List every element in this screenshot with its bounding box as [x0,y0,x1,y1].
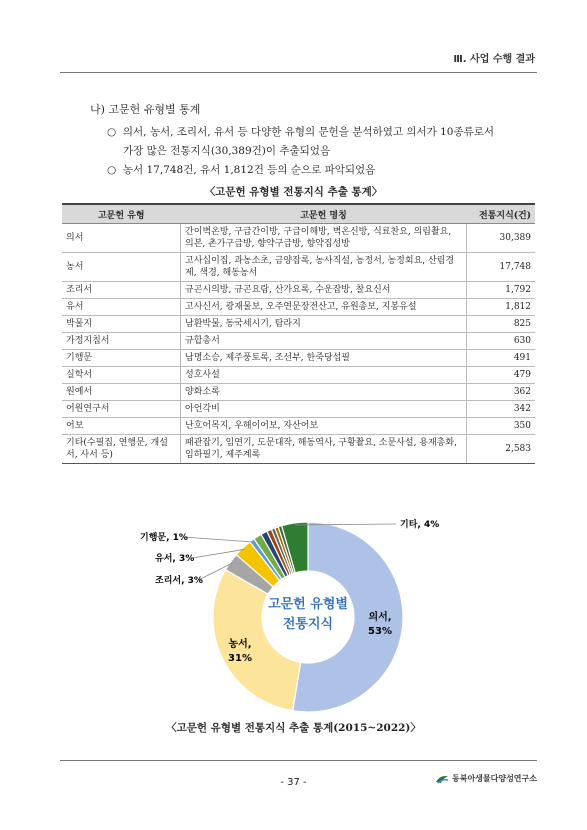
cell-names: 난호어목지, 우해이어보, 자산어보 [181,418,467,435]
table-body [62,224,535,464]
cell-count: 17,748 [467,253,536,282]
pie-label-pct-농서: 31% [228,653,252,664]
cell-count: 825 [467,316,536,333]
cell-names: 아언각비 [181,401,467,418]
table-row [62,367,535,384]
table-row [62,384,535,401]
cell-names: 규곤시의방, 규곤요람, 산가요록, 수운잡방, 찰요신서 [181,282,467,299]
cell-count: 1,812 [467,299,536,316]
pie-slice-농서 [213,570,301,711]
pie-label-유서: 유서, 3% [155,554,195,564]
cell-type: 실학서 [62,367,181,384]
cell-names: 남명소승, 제주풍토록, 조선부, 한죽당섭필 [181,350,467,367]
figure-caption: 〈고문헌 유형별 전통지식 추출 통계(2015~2022)〉 [166,722,421,734]
cell-count: 1,792 [467,282,536,299]
cell-names: 패관잡기, 임연기, 도문대작, 해동역사, 구황촬요, 소문사설, 용재총화, 임하필기, 제주계록 [181,435,467,464]
org-name: 동북아생물다양성연구소 [451,774,537,783]
org-logo [435,773,537,784]
header-type: 고문헌 유형 [62,204,181,224]
bullet-1-line2: 가장 많은 전통지식(30,389건)이 추출되었음 [123,145,331,157]
table-row [62,299,535,316]
cell-type: 어원연구서 [62,401,181,418]
cell-count: 2,583 [467,435,536,464]
cell-type: 가정지침서 [62,333,181,350]
footer-divider [60,760,537,761]
table-row [62,253,535,282]
cell-names: 고사신서, 광재물보, 오주연문장전산고, 유원총보, 지봉유설 [181,299,467,316]
bullet-1-line1: 의서, 농서, 조리서, 유서 등 다양한 유형의 문헌을 분석하였고 의서가 10종류로서 [122,126,495,138]
cell-names: 성호사설 [181,367,467,384]
cell-type: 유서 [62,299,181,316]
stats-table [62,203,535,464]
bullet-marker: ○ [107,126,117,138]
section-title: 나) 고문헌 유형별 통계 [90,103,201,116]
cell-count: 350 [467,418,536,435]
org-logo-icon [435,774,449,784]
table-header-row [62,204,535,224]
cell-type: 기타(수필집, 연행문, 개설서, 사서 등) [62,435,181,464]
table-row [62,435,535,464]
cell-names: 규합총서 [181,333,467,350]
cell-names: 간이벽온방, 구급간이방, 구급이해방, 벽온신방, 식료찬요, 의림촬요, 의본, 촌가구급방, 향약구급방, 향약집성방 [181,224,467,253]
table-row [62,418,535,435]
table-row [62,282,535,299]
table-row [62,224,535,253]
bullet-2-line1: 농서 17,748건, 유서 1,812건 등의 순으로 파악되었음 [122,164,376,176]
pie-leader-기행문 [183,537,253,542]
table-row [62,316,535,333]
page-number: - 37 - [280,777,307,788]
table-row [62,333,535,350]
cell-names: 양화소록 [181,384,467,401]
chapter-header: Ⅲ. 사업 수행 결과 [453,54,535,65]
cell-type: 기행문 [62,350,181,367]
bullet-2 [107,162,375,177]
cell-type: 농서 [62,253,181,282]
table-row [62,350,535,367]
header-count: 전통지식(건) [467,204,536,224]
bullet-marker: ○ [107,164,117,176]
table-row [62,401,535,418]
cell-count: 342 [467,401,536,418]
chart-title-line1: 고문헌 유형별 [268,597,348,612]
cell-type: 의서 [62,224,181,253]
pie-label-농서: 농서, [228,639,252,650]
pie-label-의서: 의서, [368,612,392,623]
cell-count: 630 [467,333,536,350]
cell-count: 30,389 [467,224,536,253]
cell-type: 조리서 [62,282,181,299]
chart-title-line2: 전통지식 [282,617,334,632]
header-names: 고문헌 명칭 [181,204,467,224]
cell-type: 어보 [62,418,181,435]
cell-names: 남환박물, 동국세시기, 탐라지 [181,316,467,333]
pie-chart [0,505,587,720]
cell-count: 491 [467,350,536,367]
cell-count: 362 [467,384,536,401]
cell-type: 원예서 [62,384,181,401]
table-caption: 〈고문헌 유형별 전통지식 추출 통계〉 [204,186,383,198]
pie-label-기타: 기타, 4% [400,520,440,530]
cell-count: 479 [467,367,536,384]
header-divider [60,72,537,73]
cell-type: 박물지 [62,316,181,333]
pie-label-pct-의서: 53% [368,626,392,637]
pie-label-기행문: 기행문, 1% [140,533,188,543]
pie-label-조리서: 조리서, 3% [155,576,203,586]
cell-names: 고사십이집, 과농소초, 금양잡록, 농사직설, 농정서, 농정회요, 산림경제, 색경, 해동농서 [181,253,467,282]
bullet-1 [107,124,494,139]
